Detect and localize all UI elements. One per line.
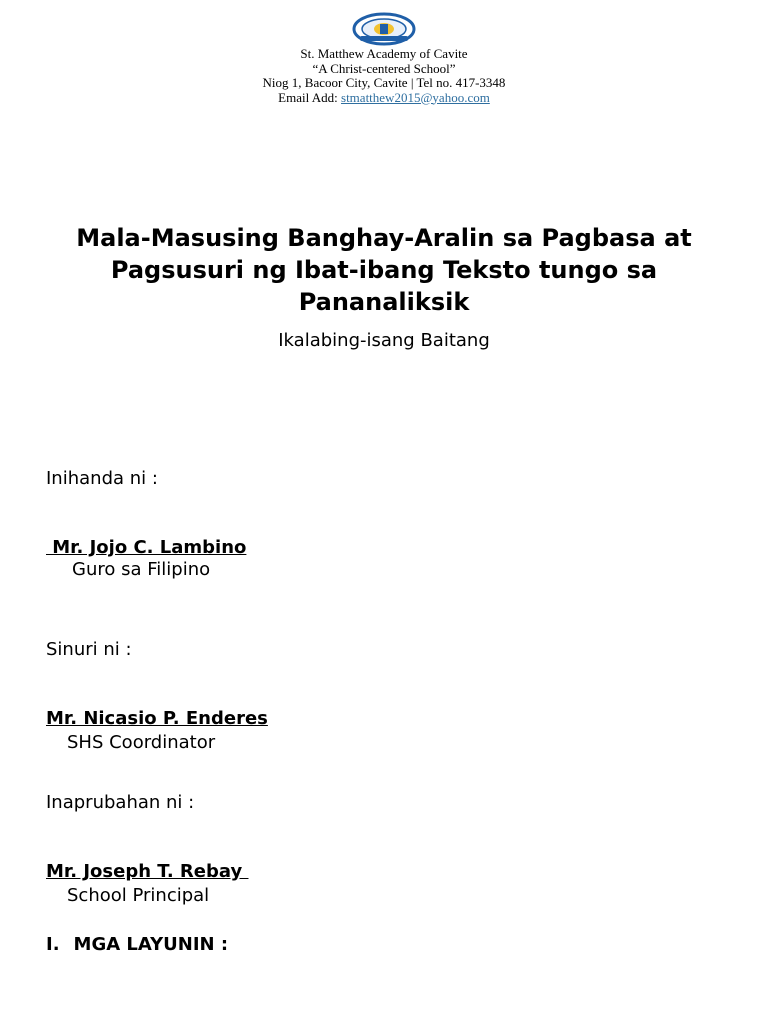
prepared-by-label: Inihanda ni : [46,468,158,489]
email-label: Email Add: [278,89,342,105]
approved-by-name: Mr. Joseph T. Rebay [46,861,249,882]
prepared-by-name: Mr. Jojo C. Lambino [46,537,247,558]
email-line [0,91,768,106]
school-motto: “A Christ-centered School” [312,60,456,76]
approved-by-label: Inaprubahan ni : [46,792,195,813]
email-link[interactable]: stmatthew2015@yahoo.com [341,89,490,105]
school-name: St. Matthew Academy of Cavite [300,46,468,61]
letterhead [0,47,768,105]
prepared-by-role: Guro sa Filipino [72,559,211,580]
reviewed-by-role: SHS Coordinator [67,732,216,753]
grade-level: Ikalabing-isang Baitang [278,330,490,351]
section-heading [46,934,228,955]
reviewed-by-name: Mr. Nicasio P. Enderes [46,708,268,729]
school-seal-icon [350,12,418,46]
document-title: Mala-Masusing Banghay-Aralin sa Pagbasa at Pagsusuri ng Ibat-ibang Teksto tungo sa Pananaliksik [76,224,692,316]
school-address: Niog 1, Bacoor City, Cavite | Tel no. 417-3348 [262,75,506,90]
reviewed-by-label: Sinuri ni : [46,639,132,660]
approved-by-role: School Principal [67,885,210,906]
section-number: I. [46,934,60,955]
section-title: MGA LAYUNIN : [73,934,229,955]
